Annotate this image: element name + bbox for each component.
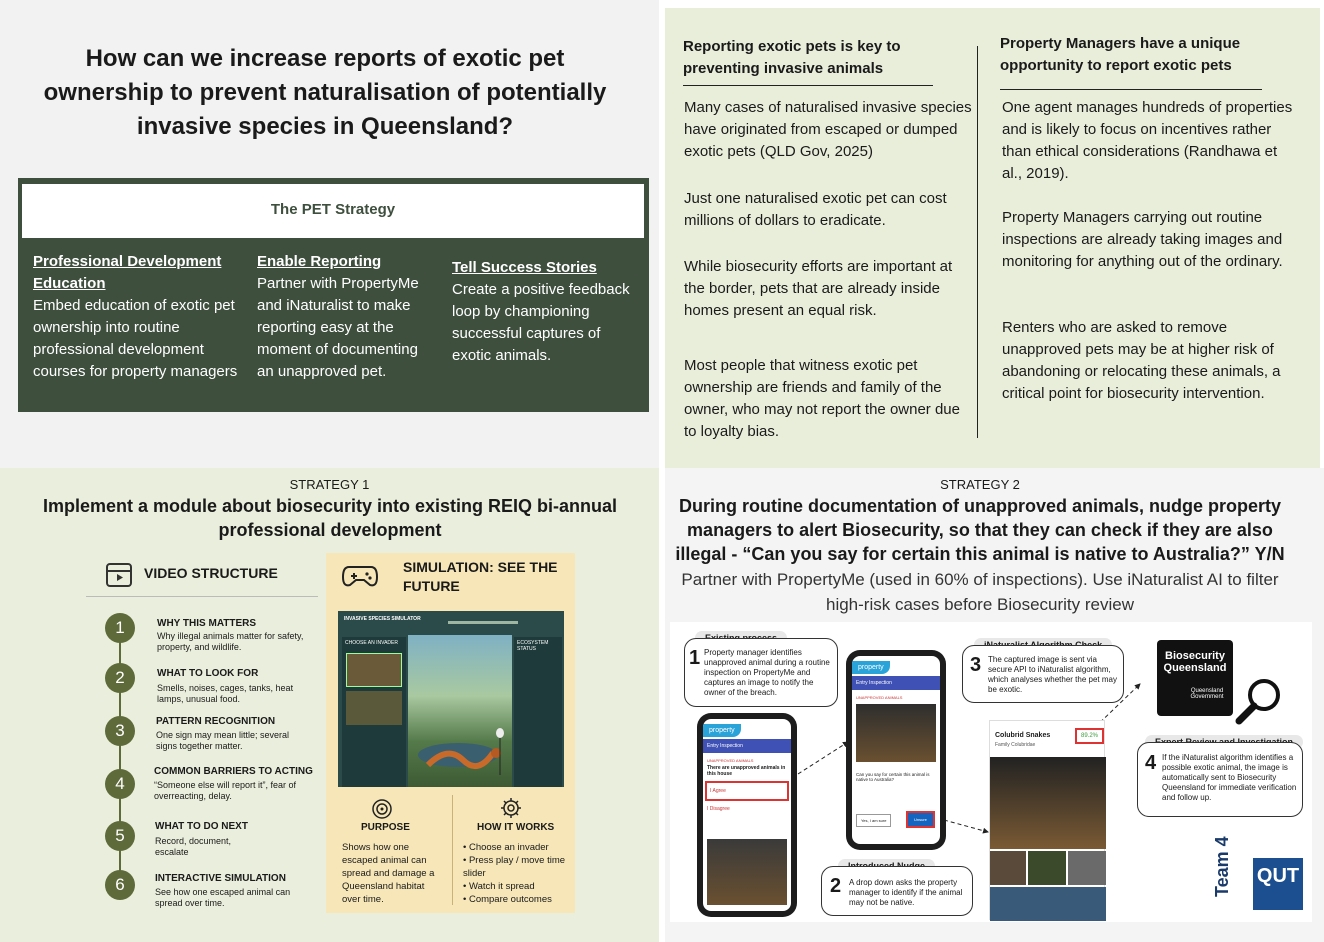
step-3-body: One sign may mean little; several signs together matter. <box>156 730 290 751</box>
phone-2-unsure-button[interactable]: Unsure <box>906 811 935 828</box>
q2-right-para-1: One agent manages hundreds of properties and is likely to focus on incentives rather than ethical considerations (Randhawa et al., 2019). <box>1002 99 1293 182</box>
how-title: HOW IT WORKS <box>477 822 555 833</box>
sim-choose-panel <box>342 637 406 787</box>
pet-col-3-body: Create a positive feedback loop by championing successful captures of exotic animals. <box>452 281 630 364</box>
step-2-title: WHAT TO LOOK FOR <box>157 668 259 679</box>
how-item-1: • Choose an invader <box>463 842 549 853</box>
pet-col-1 <box>33 251 239 383</box>
strategy1-label: STRATEGY 1 <box>289 477 370 492</box>
step-4-title: COMMON BARRIERS TO ACTING <box>154 766 313 777</box>
q2-left-para-2: Just one naturalised exotic pet can cost millions of dollars to eradicate. <box>684 190 947 229</box>
simulator-screenshot <box>338 611 564 787</box>
pet-col-1-heading: Professional Development Education <box>33 253 222 292</box>
how-list <box>463 841 571 906</box>
sim-landscape <box>408 635 512 787</box>
inat-photo-main <box>990 757 1106 849</box>
phone-1 <box>697 713 797 917</box>
bq-line2: Queensland <box>1163 662 1227 674</box>
pet-col-2-body: Partner with PropertyMe and iNaturalist to make reporting easy at the moment of documenting an unapproved pet. <box>257 275 419 380</box>
step-2-body: Smells, noises, cages, tanks, heat lamps, unusual food. <box>157 683 294 704</box>
inat-photo-thumb-3 <box>1068 851 1106 885</box>
simulation-title: SIMULATION: SEE THE FUTURE <box>403 559 558 594</box>
strategy1-title: Implement a module about biosecurity into existing REIQ bi-annual professional development <box>42 496 618 540</box>
purpose-title: PURPOSE <box>361 822 410 833</box>
video-camera-icon <box>106 563 132 587</box>
pet-col-2 <box>257 251 437 383</box>
sim-screen-title: INVASIVE SPECIES SIMULATOR <box>344 616 421 622</box>
pet-col-3 <box>452 257 632 367</box>
phone-1-photo <box>707 839 787 905</box>
inat-number: 3 <box>970 654 982 676</box>
how-item-1-text: Choose an invader <box>468 842 549 853</box>
video-divider <box>86 596 318 597</box>
invader-card-2[interactable] <box>346 691 402 725</box>
sim-status-panel <box>514 637 562 787</box>
sim-status-title: ECOSYSTEM STATUS <box>517 640 549 652</box>
strategy2-label: STRATEGY 2 <box>940 477 1020 492</box>
gamepad-icon <box>342 563 378 594</box>
inat-map <box>990 887 1106 921</box>
step-6-body: See how one escaped animal can spread over time. <box>155 887 291 908</box>
nudge-number: 2 <box>830 875 842 897</box>
main-question: How can we increase reports of exotic pet ownership to prevent naturalisation of potentially invasive species in Queensland? <box>43 45 607 140</box>
how-item-4-text: Compare outcomes <box>468 894 552 905</box>
bq-line1: Biosecurity <box>1165 650 1225 662</box>
inat-score: 89.2% <box>1075 728 1104 744</box>
magnifier-icon <box>1234 675 1284 730</box>
inat-body: The captured image is sent via secure API to iNaturalist algorithm, which analyses whether the pet may be exotic. <box>988 655 1117 694</box>
purpose-body: Shows how one escaped animal can spread and damage a Queensland habitat over time. <box>342 842 435 905</box>
expert-number: 4 <box>1145 752 1157 774</box>
how-item-3: • Watch it spread <box>463 881 535 892</box>
phone-2-question: Can you say for certain this animal is native to Australia? <box>856 772 930 782</box>
invader-card-1[interactable] <box>346 653 402 687</box>
step-5-body: Record, document, escalate <box>155 836 232 857</box>
team-label: Team 4 <box>1212 836 1232 897</box>
pet-strategy-header: The PET Strategy <box>22 184 644 238</box>
q2-right-para-3: Renters who are asked to remove unapproved pets may be at higher risk of abandoning or relocating these animals, a critical point for biosecurity intervention. <box>1002 319 1281 402</box>
how-item-2: • Press play / move time slider <box>463 855 566 879</box>
phone-1-question: There are unapproved animals in this house <box>707 765 786 777</box>
inat-photo-thumb-1 <box>990 851 1026 885</box>
how-item-2-text: Press play / move time slider <box>463 855 566 879</box>
expert-body: If the iNaturalist algorithm identifies a possible exotic animal, the image is automatically sent to Biosecurity Queensland for immediate verification and follow up. <box>1162 753 1297 802</box>
how-item-4: • Compare outcomes <box>463 894 552 905</box>
sim-col-divider <box>452 795 453 905</box>
phone-2 <box>846 650 946 850</box>
phone-2-brand: property <box>852 661 890 674</box>
pet-col-1-body: Embed education of exotic pet ownership into routine professional development courses for property managers <box>33 297 238 380</box>
existing-body: Property manager identifies unapproved animal during a routine inspection on PropertyMe and captures an image to notify the owner of the breach. <box>704 648 830 697</box>
phone-2-screen <box>852 656 940 844</box>
q2-divider <box>977 46 978 438</box>
step-2-number: 2 <box>105 663 135 693</box>
inat-photo-thumb-2 <box>1028 851 1066 885</box>
step-1-number: 1 <box>105 613 135 643</box>
strategy2-subtitle: Partner with PropertyMe (used in 60% of inspections). Use iNaturalist AI to filter high-risk cases before Biosecurity review <box>681 570 1279 614</box>
step-4-number: 4 <box>105 769 135 799</box>
phone-2-yes-button[interactable]: Yes, I am sure <box>856 814 891 827</box>
pet-col-3-heading: Tell Success Stories <box>452 259 597 276</box>
step-4-body: “Someone else will report it”, fear of overreacting, delay. <box>154 780 297 801</box>
inat-result-card <box>989 720 1105 920</box>
sim-timeline[interactable] <box>448 621 518 624</box>
pet-col-2-heading: Enable Reporting <box>257 253 382 270</box>
qg-line1: Queensland <box>1190 688 1224 694</box>
nudge-body: A drop down asks the property manager to identify if the animal may not be native. <box>849 878 963 907</box>
q2-right-para-2: Property Managers carrying out routine inspections are already taking images and monitoring for anything out of the ordinary. <box>1002 209 1283 270</box>
video-structure-title: VIDEO STRUCTURE <box>144 565 278 581</box>
qut-logo: QUT <box>1253 858 1303 910</box>
step-5-number: 5 <box>105 821 135 851</box>
step-5-title: WHAT TO DO NEXT <box>155 821 248 832</box>
qg-line2: Government <box>1190 694 1224 700</box>
existing-number: 1 <box>689 647 701 669</box>
step-6-number: 6 <box>105 870 135 900</box>
q2-left-para-4: Most people that witness exotic pet ownership are friends and family of the owner, who may not report the owner due to loyalty bias. <box>684 357 960 440</box>
gear-icon <box>500 797 522 824</box>
phone-1-screen <box>703 719 791 911</box>
how-item-3-text: Watch it spread <box>468 881 535 892</box>
q2-left-para-3: While biosecurity efforts are important at the border, pets that are already inside homes present an equal risk. <box>684 258 953 319</box>
phone-1-brand: property <box>703 724 741 737</box>
phone-1-section: UNAPPROVED ANIMALS <box>707 758 754 763</box>
q2-left-heading: Reporting exotic pets is key to preventing invasive animals <box>683 36 933 86</box>
step-1-title: WHY THIS MATTERS <box>157 618 257 629</box>
q2-right-heading: Property Managers have a unique opportunity to report exotic pets <box>1000 33 1262 90</box>
strategy2-title: During routine documentation of unapproved animals, nudge property managers to alert Biosecurity, so that they can check if they are also illegal - “Can you say for certain this animal is native to Australia?” Y/N <box>675 496 1285 564</box>
sim-choose-title: CHOOSE AN INVADER <box>345 640 398 646</box>
purpose-icon <box>371 798 393 825</box>
phone-1-header: Entry Inspection <box>703 739 791 753</box>
step-3-number: 3 <box>105 716 135 746</box>
phone-2-header: Entry Inspection <box>852 676 940 690</box>
step-6-title: INTERACTIVE SIMULATION <box>155 873 286 884</box>
phone-2-photo <box>856 704 936 762</box>
inat-species: Colubrid Snakes <box>995 732 1051 739</box>
phone-1-disagree-option[interactable]: I Disagree <box>707 806 730 812</box>
q2-left-para-1: Many cases of naturalised invasive species have originated from escaped or dumped exotic pets (QLD Gov, 2025) <box>684 99 972 160</box>
biosecurity-logo <box>1157 640 1233 716</box>
inat-family: Family Colubridae <box>995 742 1036 748</box>
step-1-body: Why illegal animals matter for safety, property, and wildlife. <box>157 631 304 652</box>
phone-2-section: UNAPPROVED ANIMALS <box>856 695 903 700</box>
step-3-title: PATTERN RECOGNITION <box>156 716 276 727</box>
phone-1-agree-option[interactable]: I Agree <box>705 781 789 801</box>
